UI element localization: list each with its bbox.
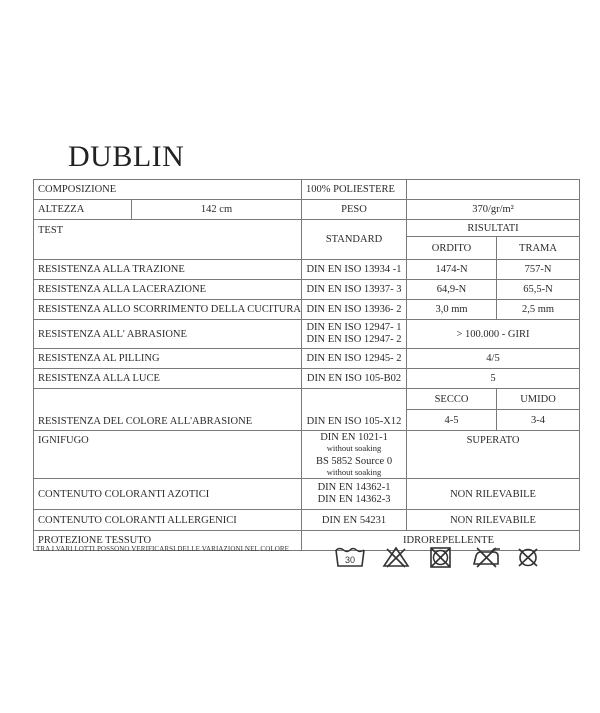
azotici-result: NON RILEVABILE — [407, 479, 580, 510]
ignifugo-standard — [302, 431, 407, 479]
luce-label: RESISTENZA ALLA LUCE — [34, 369, 302, 389]
umido-header: UMIDO — [497, 389, 580, 410]
color-variation-note: TRA I VARI LOTTI POSSONO VERIFICARSI DELLE VARIAZIONI NEL COLORE — [36, 545, 290, 553]
lacerazione-label: RESISTENZA ALLA LACERAZIONE — [34, 280, 302, 300]
composizione-value: 100% POLIESTERE — [302, 180, 407, 200]
row-pilling — [34, 349, 580, 369]
scorrimento-standard: DIN EN ISO 13936- 2 — [302, 300, 407, 320]
row-azotici — [34, 479, 580, 510]
row-trazione — [34, 260, 580, 280]
peso-label: PESO — [302, 200, 407, 220]
ignifugo-label: IGNIFUGO — [34, 431, 302, 479]
row-test-header — [34, 220, 580, 237]
allergenici-standard: DIN EN 54231 — [302, 510, 407, 531]
product-title: DUBLIN — [68, 140, 185, 173]
row-composizione — [34, 180, 580, 200]
secco-header: SECCO — [407, 389, 497, 410]
altezza-label: ALTEZZA — [34, 200, 132, 220]
ignifugo-note-1: without soaking — [326, 443, 382, 453]
test-label: TEST — [34, 220, 302, 260]
pilling-standard: DIN EN ISO 12945- 2 — [302, 349, 407, 369]
protezione-result: IDROREPELLENTE — [302, 531, 580, 551]
allergenici-result: NON RILEVABILE — [407, 510, 580, 531]
colore-standard: DIN EN ISO 105-X12 — [302, 389, 407, 431]
trazione-standard: DIN EN ISO 13934 -1 — [302, 260, 407, 280]
umido-value: 3-4 — [497, 410, 580, 431]
no-iron-icon — [470, 545, 502, 569]
row-allergenici — [34, 510, 580, 531]
no-dry-clean-icon — [514, 545, 542, 569]
colore-label: RESISTENZA DEL COLORE ALL'ABRASIONE — [34, 389, 302, 431]
row-abrasione — [34, 320, 580, 349]
no-bleach-icon — [381, 545, 411, 569]
row-luce — [34, 369, 580, 389]
altezza-value: 142 cm — [132, 200, 302, 220]
luce-standard: DIN EN ISO 105-B02 — [302, 369, 407, 389]
scorrimento-trama: 2,5 mm — [497, 300, 580, 320]
standard-header: STANDARD — [302, 220, 407, 260]
trazione-label: RESISTENZA ALLA TRAZIONE — [34, 260, 302, 280]
composizione-label: COMPOSIZIONE — [34, 180, 302, 200]
pilling-result: 4/5 — [407, 349, 580, 369]
ignifugo-standard-2: BS 5852 Source 0 — [315, 456, 393, 467]
row-colore-header — [34, 389, 580, 410]
luce-result: 5 — [407, 369, 580, 389]
abrasione-label: RESISTENZA ALL' ABRASIONE — [34, 320, 302, 349]
abrasione-standard-2: DIN EN ISO 12947- 2 — [306, 334, 402, 345]
azotici-standard-1: DIN EN 14362-1 — [317, 482, 391, 493]
ordito-header: ORDITO — [407, 237, 497, 260]
lacerazione-standard: DIN EN ISO 13937- 3 — [302, 280, 407, 300]
azotici-standard-2: DIN EN 14362-3 — [317, 494, 391, 505]
trama-header: TRAMA — [497, 237, 580, 260]
secco-value: 4-5 — [407, 410, 497, 431]
scorrimento-ordito: 3,0 mm — [407, 300, 497, 320]
abrasione-standard — [302, 320, 407, 349]
trazione-ordito: 1474-N — [407, 260, 497, 280]
azotici-label: CONTENUTO COLORANTI AZOTICI — [34, 479, 302, 510]
ignifugo-note-2: without soaking — [326, 467, 382, 477]
wash-30-icon — [334, 545, 366, 569]
abrasione-standard-1: DIN EN ISO 12947- 1 — [306, 322, 402, 333]
protezione-label: PROTEZIONE TESSUTO — [34, 531, 302, 551]
risultati-header: RISULTATI — [407, 220, 580, 237]
ignifugo-result: SUPERATO — [407, 431, 580, 479]
pilling-label: RESISTENZA AL PILLING — [34, 349, 302, 369]
scorrimento-label: RESISTENZA ALLO SCORRIMENTO DELLA CUCITURA — [34, 300, 302, 320]
ignifugo-standard-1: DIN EN 1021-1 — [320, 432, 388, 443]
empty-cell — [407, 180, 580, 200]
trazione-trama: 757-N — [497, 260, 580, 280]
wash-temp-label: 30 — [344, 555, 356, 565]
row-altezza — [34, 200, 580, 220]
abrasione-result: > 100.000 - GIRI — [407, 320, 580, 349]
row-ignifugo — [34, 431, 580, 479]
peso-value: 370/gr/m² — [407, 200, 580, 220]
azotici-standard — [302, 479, 407, 510]
allergenici-label: CONTENUTO COLORANTI ALLERGENICI — [34, 510, 302, 531]
row-scorrimento — [34, 300, 580, 320]
lacerazione-ordito: 64,9-N — [407, 280, 497, 300]
spec-table — [33, 179, 580, 551]
row-lacerazione — [34, 280, 580, 300]
no-tumble-dry-icon — [428, 545, 454, 569]
lacerazione-trama: 65,5-N — [497, 280, 580, 300]
